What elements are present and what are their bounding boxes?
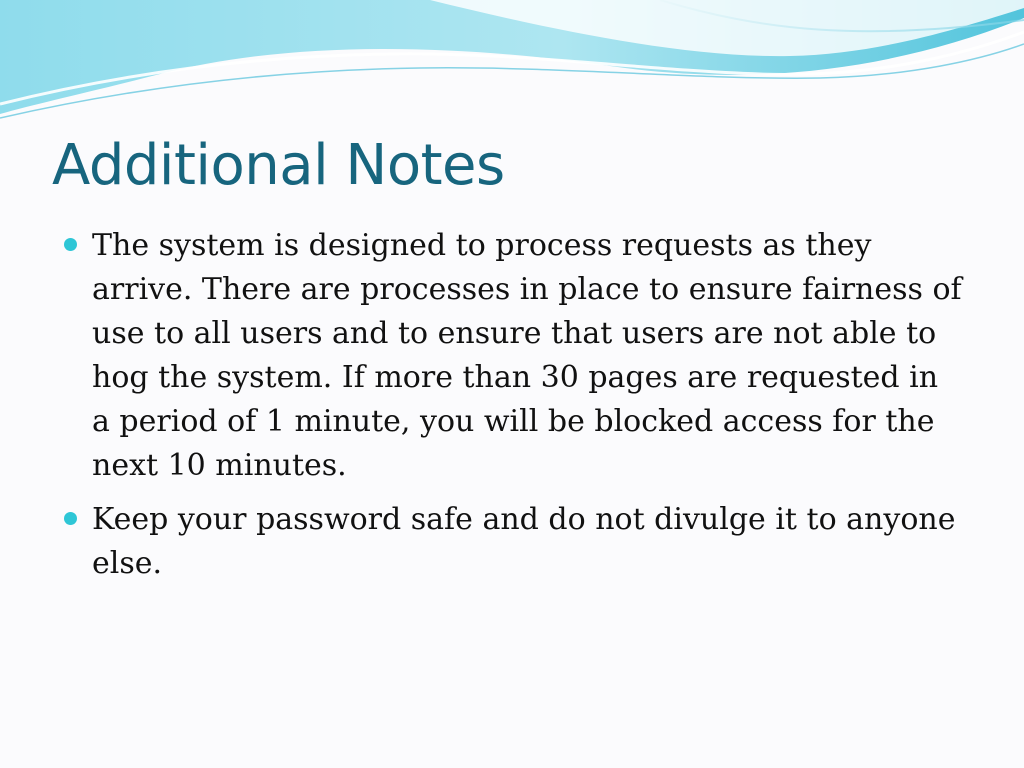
bullet-text: Keep your password safe and do not divulge it to anyone else. (92, 502, 956, 581)
slide-title: Additional Notes (52, 133, 505, 198)
bullet-dot-icon (64, 238, 77, 251)
wave-header-decoration (0, 0, 1024, 130)
bullet-item (62, 498, 962, 586)
bullet-item (62, 224, 962, 488)
bullet-list (62, 224, 962, 596)
bullet-text: The system is designed to process requests as they arrive. There are processes in place to ensure fairness of use to all users and to ensure that users are not able to hog the system. If more than 30 pages are requested in a period of 1 minute, you will be blocked access for the next 10 minutes. (92, 228, 962, 483)
bullet-dot-icon (64, 512, 77, 525)
